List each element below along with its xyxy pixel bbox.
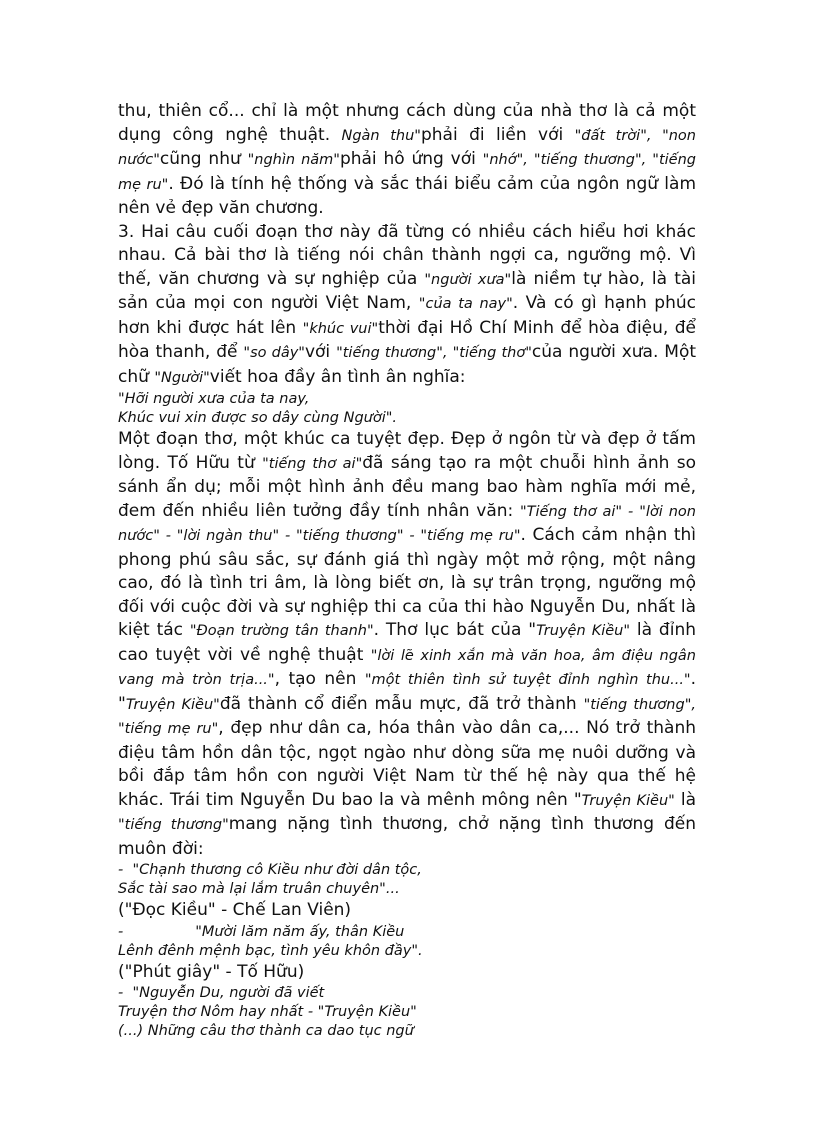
- italic-run-p3-7: Truyện Kiều": [536, 623, 631, 639]
- text-run-p2-0: 3. Hai câu cuối đoạn thơ này đã từng có nhiều cách hiểu hơi khác nhau. Cả bài thơ là tiếng nói chân thành ngợi ca, ngưỡng mộ. Vì thế, văn chương và sự nghiệp của: [118, 221, 696, 289]
- text-run-p3-4: . Cách cảm nhận thì phong phú sâu sắc, sự đánh giá thì ngày một mở rộng, một nâng cao, đó là tình tri âm, là lòng biết ơn, là sự trân trọng, ngưỡng mộ đối với cuộc đời và sự nghiệp thi ca của thi hào Nguyễn Du, nhất là kiệt tác: [118, 525, 696, 640]
- italic-run-p1-1: Ngàn thu": [341, 127, 421, 144]
- paragraph-1: [118, 100, 696, 221]
- text-run-p1-2: phải đi liền với: [420, 124, 575, 145]
- quote-2-source: ("Đọc Kiều" - Chế Lan Viên): [118, 900, 352, 920]
- quote-1-line-2: Khúc vui xin được so dây cùng Người".: [118, 410, 398, 426]
- text-run-p2-2: là niềm tự hào, là tài sản của mọi con người Việt Nam,: [118, 268, 696, 313]
- italic-run-p3-9: "lời lẽ xinh xắn mà văn hoa, âm điệu ngân vang mà tròn trịa...": [118, 647, 696, 688]
- quote-2-text-1: "Chạnh thương cô Kiều như đời dân tộc,: [132, 862, 422, 878]
- text-run-p3-10: , tạo nên: [274, 669, 365, 689]
- quote-3-source: ("Phút giây" - Tố Hữu): [118, 961, 305, 982]
- quote-4-text-1: "Nguyễn Du, người đã viết: [132, 985, 325, 1001]
- text-run-p3-0: Một đoạn thơ, một khúc ca tuyệt đẹp. Đẹp ở ngôn từ và đẹp ở tấm lòng. Tố Hữu từ: [118, 429, 696, 473]
- text-run-p3-16: , đẹp như dân ca, hóa thân vào dân ca,... Nó trở thành điệu tâm hồn dân tộc, ngọt ngào như dòng sữa mẹ nuôi dưỡng và bồi đắp tâm hồn con người Việt Nam từ thế hệ này qua thế hệ khác. Trái tim Nguyễn Du bao la và mênh mông nên ": [118, 718, 696, 810]
- italic-run-p2-7: "so dây": [243, 345, 305, 361]
- italic-run-p2-1: "người xưa": [424, 271, 512, 288]
- italic-run-p3-13: Truyện Kiều": [125, 696, 220, 713]
- text-run-p2-8: với: [304, 342, 337, 362]
- italic-run-p3-11: "một thiên tình sử tuyệt đỉnh nghìn thu...": [364, 672, 691, 688]
- quote-3-line-1: [118, 923, 696, 942]
- quote-4-line-2: Truyện thơ Nôm hay nhất - "Truyện Kiều": [118, 1004, 417, 1020]
- italic-run-p3-17: Truyện Kiều": [581, 792, 675, 809]
- quote-4-line-3: (...) Những câu thơ thành ca dao tục ngữ: [118, 1023, 414, 1039]
- quote-3-line-2: Lênh đênh mệnh bạc, tình yêu khôn đầy".: [118, 942, 423, 959]
- text-run-p2-10: của người xưa. Một chữ: [118, 342, 697, 387]
- text-run-p2-12: viết hoa đầy ân tình ân nghĩa:: [209, 366, 466, 387]
- quote-2-line-2: Sắc tài sao mà lại lắm truân chuyên"...: [118, 881, 400, 897]
- text-run-p1-6: phải hô ứng với: [339, 149, 483, 169]
- italic-run-p2-3: "của ta nay": [418, 296, 513, 312]
- text-run-p1-4: cũng như: [159, 149, 248, 169]
- text-run-p3-12: . ": [118, 669, 697, 714]
- quote-3-text-1: "Mười lăm năm ấy, thân Kiều: [195, 923, 405, 940]
- italic-run-p3-19: "tiếng thương": [118, 817, 229, 833]
- text-run-p3-20: mang nặng tình thương, chở nặng tình thương đến muôn đời:: [118, 814, 696, 859]
- italic-run-p1-5: "nghìn năm": [247, 152, 340, 168]
- document-page: [118, 100, 696, 1041]
- italic-run-p3-1: "tiếng thơ ai": [262, 455, 363, 472]
- italic-run-p1-3: "đất trời", "non nước": [118, 127, 696, 168]
- quote-2-dash: -: [118, 862, 124, 878]
- text-run-p3-8: là đỉnh cao tuyệt vời về nghệ thuật: [118, 620, 696, 665]
- quote-4-line-1: [118, 984, 696, 1003]
- text-run-p2-6: thời đại Hồ Chí Minh để hòa điệu, để hòa thanh, để: [118, 317, 696, 362]
- paragraph-3: [118, 428, 696, 861]
- text-run-p3-2: đã sáng tạo ra một chuỗi hình ảnh so sánh ẩn dụ; mỗi một hình ảnh đều mang bao hàm nghĩa mới mẻ, đem đến nhiều liên tưởng đầy tính nhân văn:: [118, 452, 697, 521]
- text-run-p3-18: là: [674, 789, 696, 810]
- italic-run-p3-5: "Đoạn trường tân thanh": [189, 623, 374, 639]
- text-run-p2-4: . Và có gì hạnh phúc hơn khi được hát lên: [118, 293, 696, 338]
- text-run-p3-14: đã thành cổ điển mẫu mực, đã trở thành: [219, 693, 584, 714]
- italic-run-p2-11: "Người": [154, 369, 210, 386]
- italic-run-p3-3: "Tiếng thơ ai" - "lời non nước" - "lời ngàn thu" - "tiếng thương" - "tiếng mẹ ru": [118, 503, 696, 544]
- italic-run-p1-7: "nhớ", "tiếng thương", "tiếng mẹ ru": [118, 152, 696, 193]
- text-run-p1-8: . Đó là tính hệ thống và sắc thái biểu cảm của ngôn ngữ làm nên vẻ đẹp văn chương.: [118, 173, 697, 218]
- italic-run-p2-9: "tiếng thương", "tiếng thơ": [336, 345, 532, 361]
- text-run-p1-0: thu, thiên cổ... chỉ là một nhưng cách dùng của nhà thơ là cả một dụng công nghệ thuật.: [118, 101, 696, 145]
- text-run-p3-6: . Thơ lục bát của ": [373, 620, 537, 640]
- quote-2-line-1: [118, 861, 696, 880]
- quote-1-line-1: "Hỡi người xưa của ta nay,: [118, 391, 310, 407]
- italic-run-p2-5: "khúc vui": [302, 320, 379, 337]
- italic-run-p3-15: "tiếng thương", "tiếng mẹ ru": [118, 696, 696, 737]
- quote-3-dash: -: [118, 923, 124, 940]
- paragraph-2: [118, 221, 696, 391]
- quote-4-dash: -: [118, 985, 124, 1001]
